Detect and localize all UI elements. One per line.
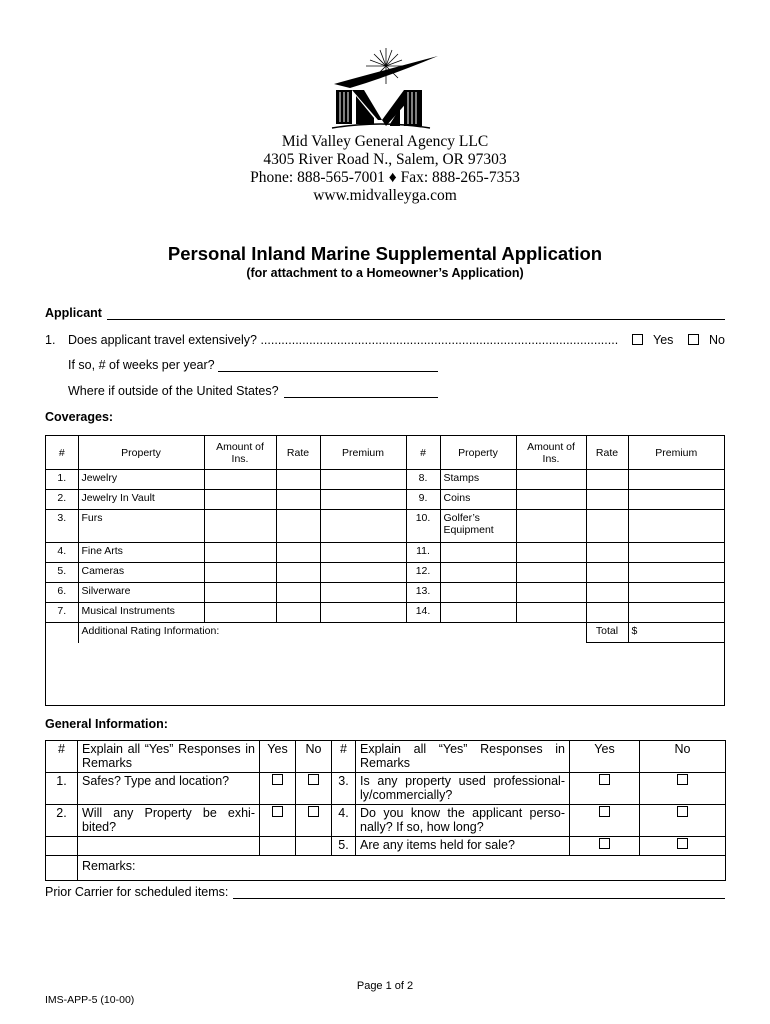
row-property: Golfer’s Equipment (440, 510, 516, 543)
no-cell (640, 805, 726, 837)
amount-cell[interactable] (204, 470, 276, 490)
know-applicant-no-checkbox[interactable] (677, 806, 688, 817)
blank-cell (296, 837, 332, 856)
row-num: 8. (406, 470, 440, 490)
premium-cell[interactable] (628, 583, 724, 603)
col-header-premium: Premium (320, 436, 406, 470)
premium-cell[interactable] (320, 603, 406, 623)
for-sale-no-checkbox[interactable] (677, 838, 688, 849)
agency-address: 4305 River Road N., Salem, OR 97303 (263, 151, 507, 168)
professional-no-checkbox[interactable] (677, 774, 688, 785)
premium-cell[interactable] (320, 470, 406, 490)
where-label: Where if outside of the United States? (68, 384, 279, 398)
no-cell (296, 773, 332, 805)
col-header-property-2: Property (440, 436, 516, 470)
no-cell (640, 837, 726, 856)
table-row (46, 563, 724, 583)
gen-header-num: # (46, 741, 78, 773)
question-text: Will any Property be exhi-bited? (78, 805, 260, 837)
rate-cell[interactable] (276, 543, 320, 563)
row-num: 3. (332, 773, 356, 805)
amount-cell[interactable] (516, 563, 586, 583)
professional-yes-checkbox[interactable] (599, 774, 610, 785)
gen-header-num-2: # (332, 741, 356, 773)
gen-header-no: No (296, 741, 332, 773)
premium-cell[interactable] (320, 563, 406, 583)
row-property: Silverware (78, 583, 204, 603)
row-property[interactable] (440, 543, 516, 563)
row-num: 12. (406, 563, 440, 583)
table-row (46, 470, 724, 490)
travel-yes-label: Yes (653, 333, 674, 347)
safes-no-checkbox[interactable] (308, 774, 319, 785)
amount-cell[interactable] (516, 470, 586, 490)
yes-cell (570, 805, 640, 837)
weeks-field[interactable] (218, 371, 438, 372)
amount-cell[interactable] (516, 583, 586, 603)
row-num: 5. (332, 837, 356, 856)
table-row (46, 510, 724, 543)
yes-cell (260, 773, 296, 805)
premium-cell[interactable] (320, 583, 406, 603)
blank-cell (46, 837, 78, 856)
remarks-row (46, 856, 726, 881)
col-header-property: Property (78, 436, 204, 470)
premium-cell[interactable] (628, 470, 724, 490)
safes-yes-checkbox[interactable] (272, 774, 283, 785)
row-num: 4. (46, 543, 78, 563)
blank-cell (260, 837, 296, 856)
amount-cell[interactable] (204, 510, 276, 543)
additional-rating-label: Additional Rating Information: (78, 623, 586, 643)
amount-cell[interactable] (204, 583, 276, 603)
row-property: Cameras (78, 563, 204, 583)
total-label: Total (586, 623, 628, 643)
premium-cell[interactable] (628, 543, 724, 563)
rate-cell[interactable] (586, 470, 628, 490)
total-row (46, 623, 724, 643)
form-subtitle: (for attachment to a Homeowner’s Application) (246, 266, 524, 280)
page-number: Page 1 of 2 (356, 980, 414, 992)
row-num: 2. (46, 490, 78, 510)
rate-cell[interactable] (586, 563, 628, 583)
travel-no-checkbox[interactable] (688, 334, 699, 345)
col-header-num-2: # (406, 436, 440, 470)
remarks-label[interactable]: Remarks: (78, 856, 726, 881)
row-property: Jewelry In Vault (78, 490, 204, 510)
row-property: Jewelry (78, 470, 204, 490)
gen-header-yes: Yes (260, 741, 296, 773)
question-text: Are any items held for sale? (356, 837, 570, 856)
q1-number: 1. (45, 333, 56, 347)
rate-cell[interactable] (276, 510, 320, 543)
rate-cell[interactable] (586, 543, 628, 563)
form-id: IMS-APP-5 (10-00) (45, 994, 135, 1006)
row-property: Stamps (440, 470, 516, 490)
general-info-label: General Information: (45, 717, 168, 731)
yes-cell (570, 837, 640, 856)
row-num: 4. (332, 805, 356, 837)
row-num: 10. (406, 510, 440, 543)
premium-cell[interactable] (628, 603, 724, 623)
coverages-label: Coverages: (45, 410, 114, 424)
for-sale-yes-checkbox[interactable] (599, 838, 610, 849)
premium-cell[interactable] (320, 490, 406, 510)
gen-header-yes-2: Yes (570, 741, 640, 773)
agency-name: Mid Valley General Agency LLC (281, 133, 489, 150)
row-num: 13. (406, 583, 440, 603)
row-num: 9. (406, 490, 440, 510)
table-row (46, 583, 724, 603)
agency-website: www.midvalleyga.com (313, 187, 457, 204)
row-num: 1. (46, 773, 78, 805)
table-row (46, 837, 726, 856)
question-text: Do you know the applicant perso-nally? If so, how long? (356, 805, 570, 837)
blank-cell (46, 856, 78, 881)
question-text: Safes? Type and location? (78, 773, 260, 805)
gen-header-explain: Explain all “Yes” Responses in Remarks (78, 741, 260, 773)
row-num: 11. (406, 543, 440, 563)
gen-header-explain-2: Explain all “Yes” Responses in Remarks (356, 741, 570, 773)
rate-cell[interactable] (276, 583, 320, 603)
rate-cell[interactable] (586, 490, 628, 510)
rate-cell[interactable] (276, 470, 320, 490)
premium-cell[interactable] (628, 510, 724, 543)
row-num: 14. (406, 603, 440, 623)
table-row (46, 603, 724, 623)
rate-cell[interactable] (586, 583, 628, 603)
amount-cell[interactable] (516, 490, 586, 510)
col-header-rate: Rate (276, 436, 320, 470)
row-num: 2. (46, 805, 78, 837)
row-num: 3. (46, 510, 78, 543)
row-property[interactable] (440, 563, 516, 583)
applicant-field[interactable] (107, 319, 725, 320)
row-num: 7. (46, 603, 78, 623)
form-title: Personal Inland Marine Supplemental Application (167, 243, 603, 264)
row-property[interactable] (440, 603, 516, 623)
mid-valley-logo (330, 46, 440, 130)
gen-header-no-2: No (640, 741, 726, 773)
agency-phone-fax: Phone: 888-565-7001 ♦ Fax: 888-265-7353 (250, 169, 520, 186)
row-property[interactable] (440, 583, 516, 603)
row-num: 5. (46, 563, 78, 583)
row-property: Fine Arts (78, 543, 204, 563)
rate-cell[interactable] (586, 510, 628, 543)
weeks-label: If so, # of weeks per year? (68, 358, 215, 372)
amount-cell[interactable] (204, 563, 276, 583)
premium-cell[interactable] (628, 563, 724, 583)
blank-cell (78, 837, 260, 856)
row-property: Musical Instruments (78, 603, 204, 623)
total-currency[interactable]: $ (628, 623, 724, 643)
premium-cell[interactable] (320, 543, 406, 563)
rate-cell[interactable] (586, 603, 628, 623)
rate-cell[interactable] (276, 490, 320, 510)
row-property: Coins (440, 490, 516, 510)
col-header-premium-2: Premium (628, 436, 724, 470)
q1-text: Does applicant travel extensively? ....................................................................................................... (68, 333, 619, 347)
yes-cell (260, 805, 296, 837)
col-header-rate-2: Rate (586, 436, 628, 470)
premium-cell[interactable] (320, 510, 406, 543)
rate-cell[interactable] (276, 603, 320, 623)
rate-cell[interactable] (276, 563, 320, 583)
prior-carrier-label: Prior Carrier for scheduled items: (45, 885, 229, 899)
general-info-table (45, 740, 726, 881)
blank-cell (46, 623, 78, 643)
coverages-table (45, 435, 725, 706)
table-row (46, 543, 724, 563)
exhibited-yes-checkbox[interactable] (272, 806, 283, 817)
yes-cell (570, 773, 640, 805)
amount-cell[interactable] (516, 543, 586, 563)
know-applicant-yes-checkbox[interactable] (599, 806, 610, 817)
travel-yes-checkbox[interactable] (632, 334, 643, 345)
amount-cell[interactable] (204, 543, 276, 563)
table-row (46, 490, 724, 510)
table-row (46, 805, 726, 837)
col-header-amount: Amount of Ins. (204, 436, 276, 470)
col-header-amount-2: Amount of Ins. (516, 436, 586, 470)
where-field[interactable] (284, 397, 438, 398)
col-header-num: # (46, 436, 78, 470)
prior-carrier-field[interactable] (233, 898, 725, 899)
amount-cell[interactable] (204, 603, 276, 623)
row-num: 1. (46, 470, 78, 490)
travel-no-label: No (709, 333, 725, 347)
amount-cell[interactable] (516, 510, 586, 543)
amount-cell[interactable] (516, 603, 586, 623)
row-num: 6. (46, 583, 78, 603)
amount-cell[interactable] (204, 490, 276, 510)
table-row (46, 773, 726, 805)
exhibited-no-checkbox[interactable] (308, 806, 319, 817)
no-cell (640, 773, 726, 805)
applicant-label: Applicant (45, 306, 102, 320)
question-text: Is any property used professional-ly/commercially? (356, 773, 570, 805)
row-property: Furs (78, 510, 204, 543)
no-cell (296, 805, 332, 837)
premium-cell[interactable] (628, 490, 724, 510)
